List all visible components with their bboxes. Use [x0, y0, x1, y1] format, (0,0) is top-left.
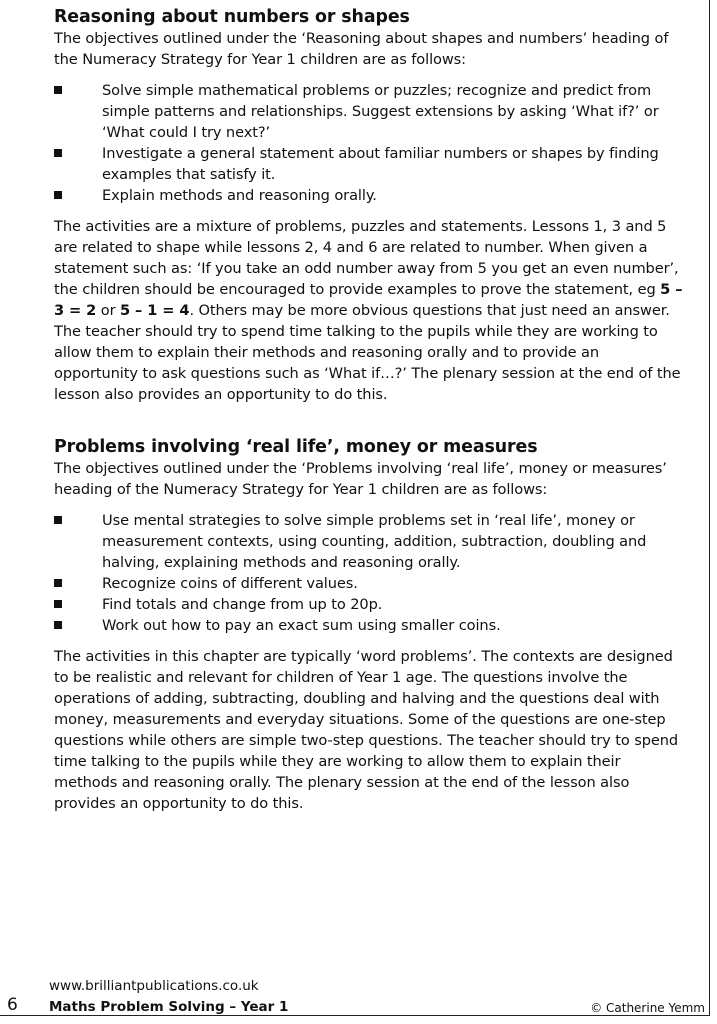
objectives-list-reasoning: [54, 80, 686, 206]
list-item: Solve simple mathematical problems or puzzles; recognize and predict from simple patterns and relationships. Suggest extensions by asking ‘What if?’ or ‘What could I try next?’: [54, 80, 686, 143]
copyright-notice: © Catherine Yemm: [590, 1001, 705, 1015]
square-bullet-icon: [54, 86, 62, 94]
section-heading-problems: Problems involving ‘real life’, money or measures: [54, 437, 538, 457]
list-item: Investigate a general statement about familiar numbers or shapes by finding examples that satisfy it.: [54, 143, 686, 185]
section-intro-problems: The objectives outlined under the ‘Problems involving ‘real life’, money or measures’ heading of the Numeracy Strategy for Year 1 children are as follows:: [54, 460, 667, 498]
section-body-problems: The activities in this chapter are typically ‘word problems’. The contexts are designed to be realistic and relevant for children of Year 1 age. The questions involve the operations of adding, subtracting, doubling and halving and the questions deal with money, measurements and everyday situations. Some of the questions are one-step questions while others are simple two-step questions. The teacher should try to spend time talking to the pupils while they are working to allow them to explain their methods and reasoning orally. The plenary session at the end of the lesson also provides an opportunity to do this.: [54, 648, 679, 812]
square-bullet-icon: [54, 516, 62, 524]
section-intro-reasoning: The objectives outlined under the ‘Reasoning about shapes and numbers’ heading of the Numeracy Strategy for Year 1 children are as follows:: [54, 30, 669, 68]
list-item: Work out how to pay an exact sum using smaller coins.: [54, 615, 686, 636]
list-item: Find totals and change from up to 20p.: [54, 594, 686, 615]
publisher-url: www.brilliantpublications.co.uk: [49, 978, 259, 994]
example-equation: 5 – 3 = 2: [54, 281, 683, 319]
square-bullet-icon: [54, 149, 62, 157]
list-item: Recognize coins of different values.: [54, 573, 686, 594]
list-item: Use mental strategies to solve simple problems set in ‘real life’, money or measurement contexts, using counting, addition, subtraction, doubling and halving, explaining methods and reasoning orally.: [54, 510, 686, 573]
objectives-list-problems: [54, 510, 686, 636]
page-number: 6: [7, 995, 18, 1015]
square-bullet-icon: [54, 621, 62, 629]
example-equation: 5 – 1 = 4: [120, 302, 190, 319]
square-bullet-icon: [54, 600, 62, 608]
section-heading-reasoning: Reasoning about numbers or shapes: [54, 7, 410, 27]
book-title: Maths Problem Solving – Year 1: [49, 999, 289, 1015]
list-item: Explain methods and reasoning orally.: [54, 185, 686, 206]
page-content: [54, 6, 686, 814]
square-bullet-icon: [54, 191, 62, 199]
section-body-reasoning: The activities are a mixture of problems, puzzles and statements. Lessons 1, 3 and 5 are related to shape while lessons 2, 4 and 6 are related to number. When given a statement such as: ‘If you take an odd number away from 5 you get an even number’, the children should be encouraged to provide examples to prove the statement, eg 5 – 3 = 2 or 5 – 1 = 4. Others may be more obvious questions that just need an answer. The teacher should try to spend time talking to the pupils while they are working to allow them to explain their methods and reasoning orally and to provide an opportunity to ask questions such as ‘What if…?’ The plenary session at the end of the lesson also provides an opportunity to do this.: [54, 218, 683, 403]
square-bullet-icon: [54, 579, 62, 587]
